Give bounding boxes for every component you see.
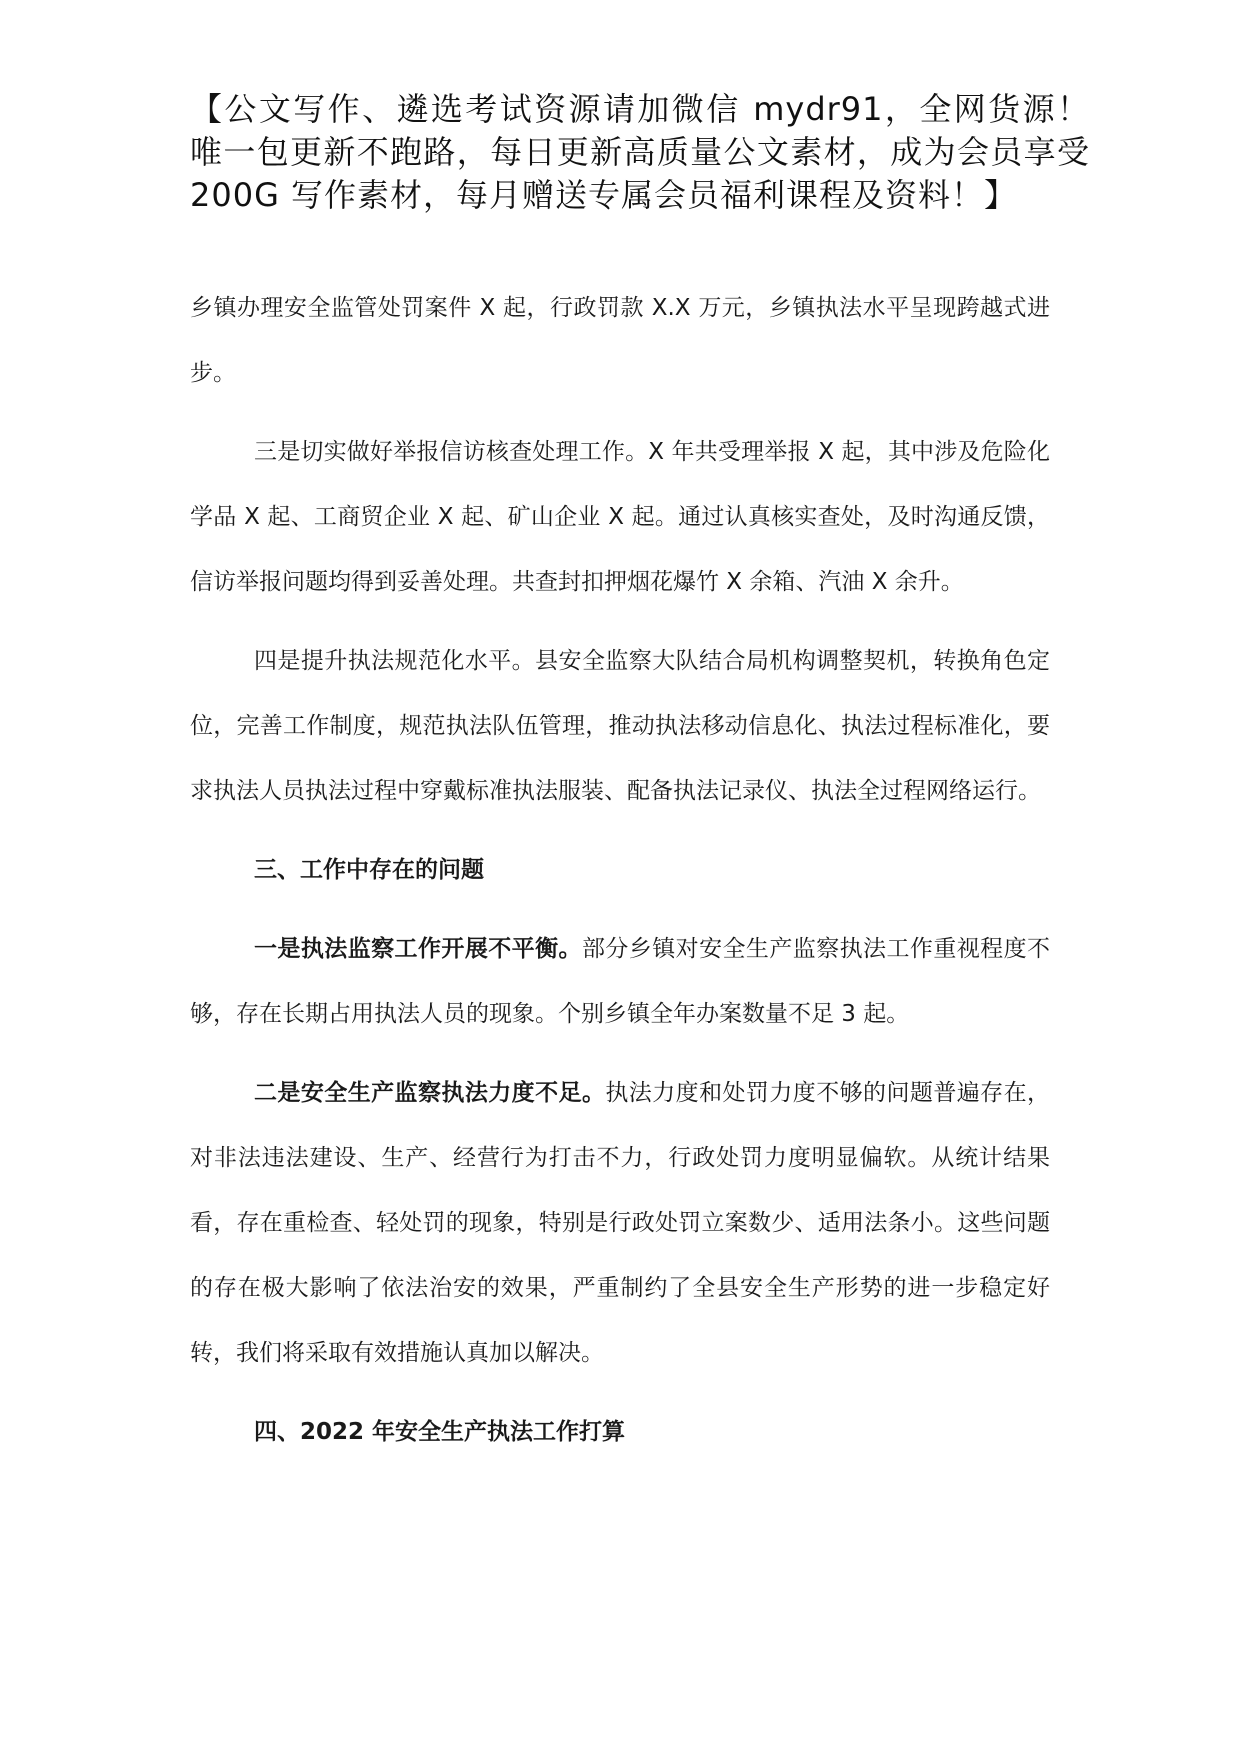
paragraph-problem-one [190, 917, 1050, 1047]
paragraph-enforcement-standardization: 四是提升执法规范化水平。县安全监察大队结合局机构调整契机，转换角色定位，完善工作制度，规范执法队伍管理，推动执法移动信息化、执法过程标准化，要求执法人员执法过程中穿戴标准执法服装、配备执法记录仪、执法全过程网络运行。 [190, 648, 1050, 804]
section-heading-problems: 三、工作中存在的问题 [254, 857, 484, 883]
problem-one-body: 部分乡镇对安全生产监察执法工作重视程度不够，存在长期占用执法人员的现象。个别乡镇全年办案数量不足 3 起。 [190, 936, 1051, 1027]
paragraph-continuation: 乡镇办理安全监管处罚案件 X 起，行政罚款 X.X 万元，乡镇执法水平呈现跨越式进步。 [190, 295, 1050, 386]
document-body [190, 276, 1050, 1479]
problem-two-body: 执法力度和处罚力度不够的问题普遍存在，对非法违法建设、生产、经营行为打击不力，行政处罚力度明显偏软。从统计结果看，存在重检查、轻处罚的现象，特别是行政处罚立案数少、适用法条小。这些问题的存在极大影响了依法治安的效果，严重制约了全县安全生产形势的进一步稳定好转，我们将采取有效措施认真加以解决。 [190, 1080, 1051, 1366]
promo-banner: 【公文写作、遴选考试资源请加微信 mydr91，全网货源！唯一包更新不跑路，每日更新高质量公文素材，成为会员享受 200G 写作素材，每月赠送专属会员福利课程及资料！】 [190, 90, 1090, 214]
problem-two-lead: 二是安全生产监察执法力度不足。 [254, 1080, 606, 1106]
paragraph-problem-two [190, 1061, 1050, 1386]
problem-one-lead: 一是执法监察工作开展不平衡。 [254, 936, 582, 962]
paragraph-petition-handling: 三是切实做好举报信访核查处理工作。X 年共受理举报 X 起，其中涉及危险化学品 X 起、工商贸企业 X 起、矿山企业 X 起。通过认真核实查处，及时沟通反馈，信访举报问题均得到妥善处理。共查封扣押烟花爆竹 X 余箱、汽油 X 余升。 [190, 439, 1050, 595]
section-heading-2022-plan: 四、2022 年安全生产执法工作打算 [254, 1419, 626, 1445]
